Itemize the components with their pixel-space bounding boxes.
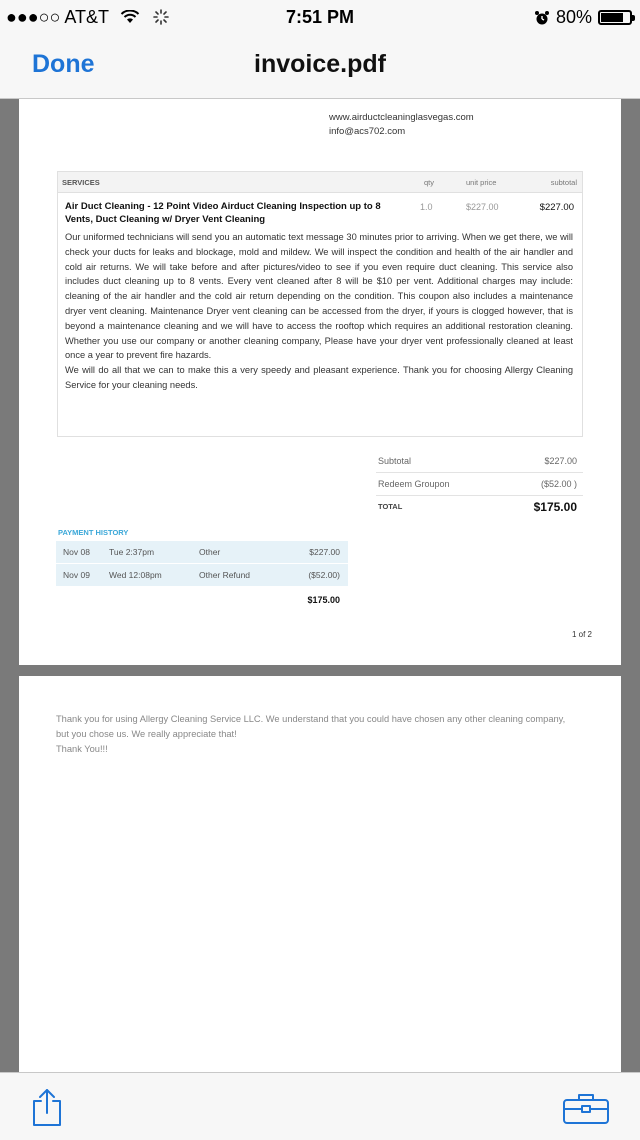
table-row: [56, 564, 348, 587]
thank-you-note: [56, 712, 576, 756]
payment-time: Tue 2:37pm: [109, 547, 155, 557]
thank-you-message: Thank you for using Allergy Cleaning Service LLC. We understand that you could have chosen any other cleaning company, but you chose us. We really appreciate that!: [56, 714, 566, 739]
service-subtotal: $227.00: [539, 202, 574, 213]
groupon-label: Redeem Groupon: [378, 479, 450, 489]
subtotal-value: $227.00: [544, 456, 577, 466]
carrier-label: ●●●○○ AT&T: [6, 7, 169, 28]
service-qty: 1.0: [420, 202, 433, 212]
clock: 7:51 PM: [285, 7, 355, 27]
payment-amount: $227.00: [309, 547, 340, 557]
services-table-header: [58, 172, 582, 193]
pdf-page-1[interactable]: [19, 99, 621, 665]
pdf-page-2[interactable]: [19, 676, 621, 1072]
payment-total: $175.00: [307, 595, 340, 605]
payment-type: Other Refund: [199, 570, 251, 580]
qty-header: qty: [424, 178, 435, 187]
service-description-main: Our uniformed technicians will send you an automatic text message 30 minutes prior to arriving. When we get there, we will check your ducts for leaks and blockage, mold and mildew. We will inspect the condition and health of the air handler and cold air returns. We will take before and after pictures/video to see if you even require duct cleaning. This service also includes duct cleaning up to 8 vents. Every vent cleaned after 8 will be $10 per vent. Additional charges may include: cleaning of the air handler and the cold air return depending on the condition. This coupon also includes a maintenance dryer vent cleaning. Maintenance Dryer vent cleaning can be accessed from the dryer, if yours is clogged however, that is beyond a maintenance cleaning and we will have to access the rooftop which requires an additional restoration cleaning. Whether you use our company or another cleaning company, Please have your dryer vent professionally cleaned at least once a year to prevent fire hazards.: [65, 232, 573, 361]
nav-bar: [0, 36, 640, 99]
subtotal-header: subtotal: [550, 178, 577, 187]
done-button[interactable]: Done: [32, 50, 95, 78]
payment-type: Other: [199, 547, 221, 557]
battery-percent: 80%: [555, 7, 592, 27]
status-bar: [0, 0, 640, 36]
company-email: info@acs702.com: [329, 126, 406, 137]
total-value: $175.00: [533, 500, 577, 514]
payment-time: Wed 12:08pm: [109, 570, 162, 580]
status-right: [534, 7, 632, 28]
subtotal-row: [376, 450, 583, 473]
totals-block: [376, 450, 583, 518]
document-title: invoice.pdf: [254, 50, 386, 78]
thank-you-closing: Thank You!!!: [56, 743, 108, 754]
company-contact: [329, 111, 474, 139]
groupon-row: [376, 473, 583, 496]
service-title: Air Duct Cleaning - 12 Point Video Airduct Cleaning Inspection up to 8 Vents, Duct Cleaning w/ Dryer Vent Cleaning: [65, 201, 381, 225]
battery-fill: [601, 13, 623, 22]
service-description: [65, 230, 573, 393]
share-icon[interactable]: [30, 1087, 64, 1127]
groupon-value: ($52.00 ): [540, 479, 577, 489]
services-header: SERVICES: [62, 178, 100, 187]
payment-total-row: [56, 587, 348, 609]
unit-price-header: unit price: [466, 178, 497, 187]
payment-date: Nov 09: [63, 570, 90, 580]
payment-history-table: [56, 541, 348, 609]
table-row: [56, 541, 348, 564]
battery-icon: [598, 10, 632, 25]
service-description-closing: We will do all that we can to make this a very speedy and pleasant experience. Thank you for choosing Allergy Cleaning Service for your cleaning needs.: [65, 365, 573, 390]
service-unit-price: $227.00: [466, 202, 499, 212]
payment-history-label: PAYMENT HISTORY: [58, 528, 129, 537]
alarm-icon: [534, 10, 550, 26]
total-row: [376, 496, 583, 518]
services-table: [57, 171, 583, 437]
subtotal-label: Subtotal: [378, 456, 412, 466]
company-website: www.airductcleaninglasvegas.com: [329, 112, 474, 123]
bottom-toolbar: [0, 1072, 640, 1140]
page-number: 1 of 2: [571, 630, 592, 639]
toolbox-icon[interactable]: [562, 1091, 610, 1125]
payment-date: Nov 08: [63, 547, 90, 557]
payment-amount: ($52.00): [308, 570, 340, 580]
total-label: TOTAL: [378, 502, 403, 511]
